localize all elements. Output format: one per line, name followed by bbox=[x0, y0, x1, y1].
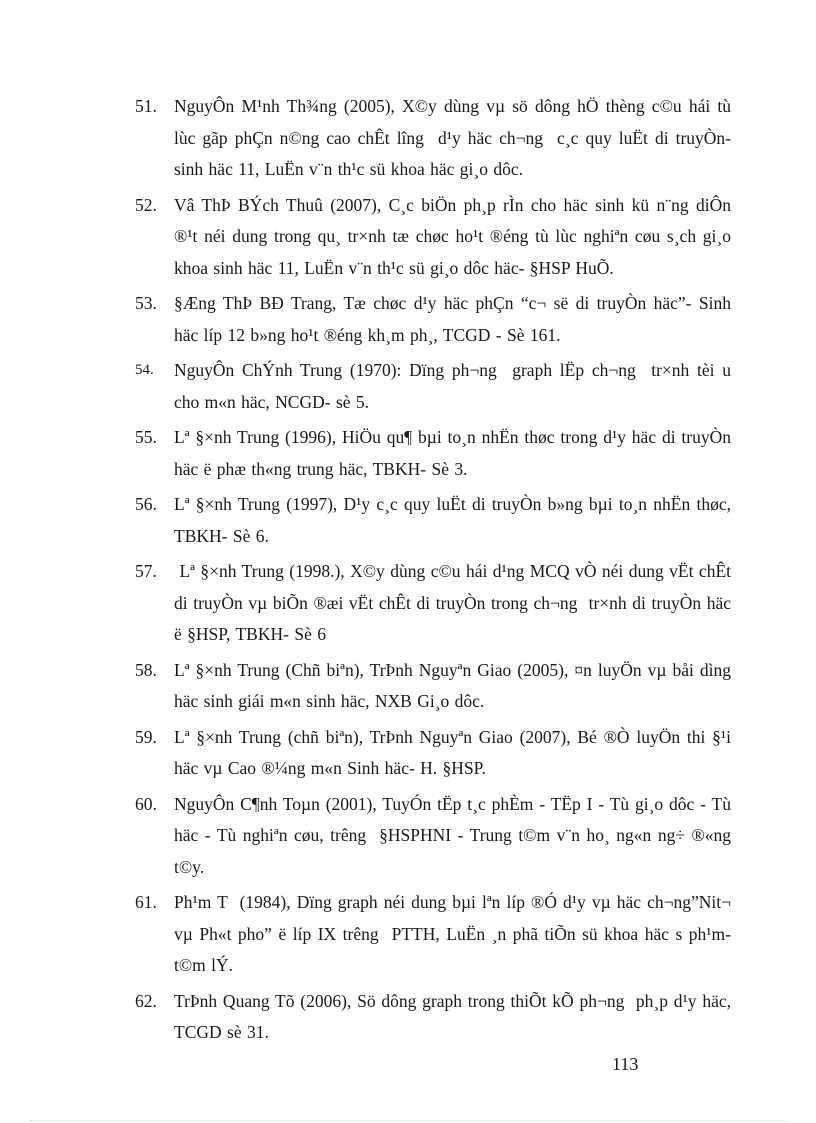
reference-text: TrÞnh Quang Tõ (2006), Sö dông graph trong thiÕt kÕ ph¬ng ph¸p d¹y häc, TCGD sè 31. bbox=[174, 990, 737, 1042]
page-number: 113 bbox=[612, 1054, 639, 1074]
reference-item bbox=[0, 655, 816, 718]
reference-number: 57. bbox=[135, 561, 157, 581]
reference-item bbox=[0, 422, 816, 485]
reference-item bbox=[0, 91, 816, 186]
reference-text: NguyÔn C¶nh Toµn (2001), TuyÓn tËp t¸c phÈm - TËp I - Tù gi¸o dôc - Tù häc - Tù nghiªn cøu, trêng §HSPHNI - Trung t©m v¨n ho¸ ng«n ng÷ ®«ng t©y. bbox=[174, 793, 737, 877]
reference-text: NguyÔn ChÝnh Trung (1970): Dïng ph¬ng graph lËp ch¬ng tr×nh tèi u cho m«n häc, NCGD- sè 5. bbox=[174, 360, 742, 412]
reference-item bbox=[0, 887, 816, 982]
reference-number: 59. bbox=[135, 726, 157, 747]
reference-number: 61. bbox=[135, 892, 157, 912]
reference-text: Lª §×nh Trung (1998.), X©y dùng c©u hái d¹ng MCQ vÒ néi dung vËt chÊt di truyÒn vµ biÕn ®æi vËt chÊt di truyÒn trong ch¬ng tr×nh di truyÒn häc ë §HSP, TBKH- Sè 6 bbox=[174, 561, 737, 644]
reference-item bbox=[0, 789, 816, 884]
reference-text: NguyÔn M¹nh Th¾ng (2005), X©y dùng vµ sö dông hÖ thèng c©u hái tù lùc gãp phÇn n©ng cao chÊt lîng d¹y häc ch¬ng c¸c quy luËt di truyÒn- sinh häc 11, LuËn v¨n th¹c sü khoa häc gi¸o dôc. bbox=[174, 96, 737, 179]
reference-number: 54. bbox=[135, 362, 154, 378]
reference-list bbox=[0, 91, 816, 1053]
reference-text: Ph¹m T (1984), Dïng graph néi dung bµi lªn líp ®Ó d¹y vµ häc ch¬ng”Nit¬ vµ Ph«t pho” ë líp IX trêng PTTH, LuËn ¸n phã tiÕn sü khoa häc s ph¹m- t©m lÝ. bbox=[174, 892, 742, 975]
reference-item bbox=[0, 986, 816, 1049]
reference-number: 52. bbox=[135, 194, 157, 215]
reference-number: 58. bbox=[135, 659, 157, 680]
reference-number: 56. bbox=[135, 494, 157, 514]
reference-number: 51. bbox=[135, 96, 157, 116]
reference-number: 53. bbox=[135, 293, 157, 313]
reference-number: 55. bbox=[135, 427, 157, 447]
reference-item bbox=[0, 722, 816, 785]
reference-text: §Æng ThÞ BÐ Trang, Tæ chøc d¹y häc phÇn “c¬ së di truyÒn häc”- Sinh häc líp 12 b»ng ho¹t ®éng kh¸m ph¸, TCGD - Sè 161. bbox=[174, 293, 737, 345]
reference-text: Vâ ThÞ BÝch Thuû (2007), C¸c biÖn ph¸p rÌn cho häc sinh kü n¨ng diÔn ®¹t néi dung trong qu¸ tr×nh tæ chøc ho¹t ®éng tù lùc nghiªn cøu s¸ch gi¸o khoa sinh häc 11, LuËn v¨n th¹c sü gi¸o dôc häc- §HSP HuÕ. bbox=[174, 194, 737, 278]
reference-item bbox=[0, 190, 816, 285]
reference-text: Lª §×nh Trung (Chñ biªn), TrÞnh Nguyªn Giao (2005), ¤n luyÖn vµ båi dìng häc sinh giái m«n sinh häc, NXB Gi¸o dôc. bbox=[174, 659, 742, 711]
reference-item bbox=[0, 355, 816, 418]
reference-item bbox=[0, 489, 816, 552]
reference-text: Lª §×nh Trung (1996), HiÖu qu¶ bµi to¸n nhËn thøc trong d¹y häc di truyÒn häc ë phæ th«ng trung häc, TBKH- Sè 3. bbox=[174, 427, 737, 479]
footer-divider bbox=[30, 1120, 786, 1121]
reference-number: 62. bbox=[135, 990, 157, 1011]
reference-number: 60. bbox=[135, 793, 157, 814]
reference-item bbox=[0, 556, 816, 651]
reference-text: Lª §×nh Trung (chñ biªn), TrÞnh Nguyªn Giao (2007), Bé ®Ò luyÖn thi §¹i häc vµ Cao ®¼ng m«n Sinh häc- H. §HSP. bbox=[174, 726, 737, 778]
reference-item bbox=[0, 288, 816, 351]
reference-text: Lª §×nh Trung (1997), D¹y c¸c quy luËt di truyÒn b»ng bµi to¸n nhËn thøc, TBKH- Sè 6. bbox=[174, 494, 737, 546]
